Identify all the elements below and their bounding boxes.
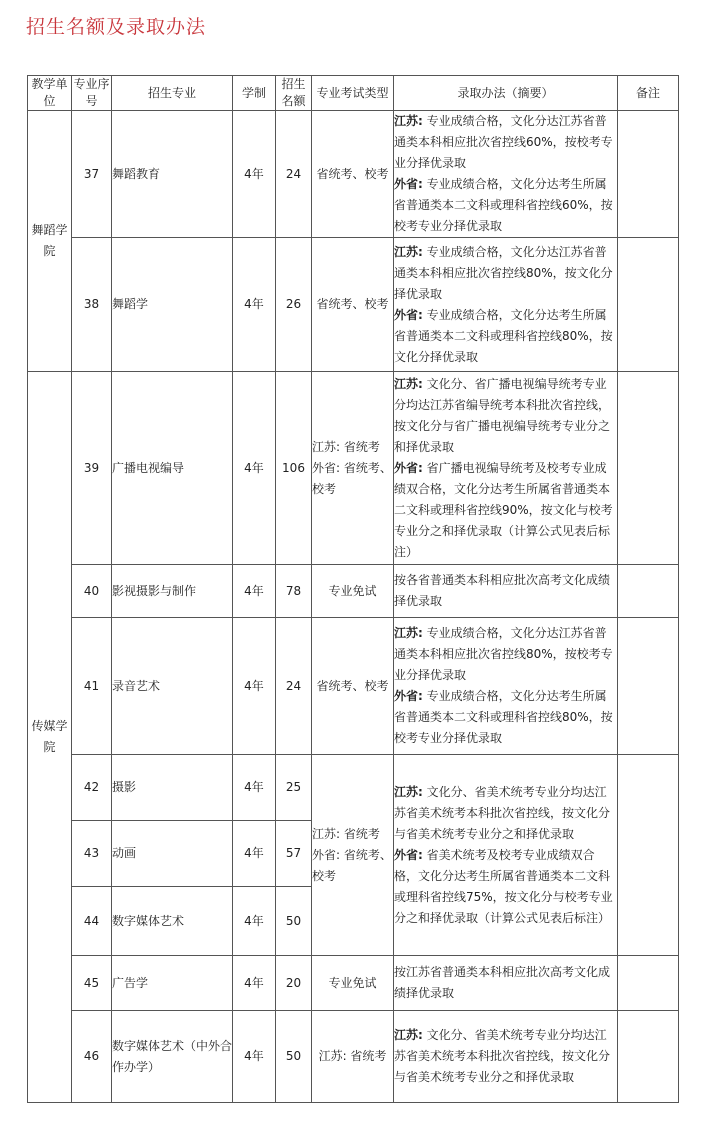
row-no: 39 [72,372,112,565]
header-exam-type: 专业考试类型 [312,76,394,111]
row-method [394,618,618,755]
row-major: 摄影 [112,755,233,821]
row-exam [312,372,394,565]
row-notes [618,238,679,372]
row-notes [618,755,679,956]
exam-line: 江苏: 省统考 [312,826,380,841]
row-no: 43 [72,821,112,887]
row-exam: 省统考、校考 [312,238,394,372]
row-no: 45 [72,956,112,1011]
row-quota: 50 [276,887,312,956]
row-years: 4年 [233,565,276,618]
exam-line: 外省: 省统考、 [312,847,392,862]
row-exam [312,755,394,956]
row-major: 录音艺术 [112,618,233,755]
table-row [28,755,679,821]
row-quota: 24 [276,111,312,238]
row-exam: 省统考、校考 [312,111,394,238]
jiangsu-label: 江苏: [394,626,423,640]
unit-dance: 舞蹈学院 [28,111,72,372]
row-notes [618,565,679,618]
header-years: 学制 [233,76,276,111]
row-years: 4年 [233,1011,276,1103]
row-exam: 省统考、校考 [312,618,394,755]
row-method [394,372,618,565]
outprov-label: 外省: [394,177,423,191]
outprov-label: 外省: [394,847,423,862]
outprov-text: 专业成绩合格，文化分达考生所属省普通类本二文科或理科省控线60%，按校考专业分择优录取 [394,177,613,233]
table-row [28,238,679,372]
row-notes [618,372,679,565]
row-major: 舞蹈教育 [112,111,233,238]
table-row [28,618,679,755]
row-major: 动画 [112,821,233,887]
table-row [28,111,679,238]
row-major: 影视摄影与制作 [112,565,233,618]
row-years: 4年 [233,956,276,1011]
table-row [28,956,679,1011]
row-years: 4年 [233,618,276,755]
jiangsu-label: 江苏: [394,114,423,128]
page-title: 招生名额及录取办法 [26,16,207,38]
header-major: 招生专业 [112,76,233,111]
row-years: 4年 [233,755,276,821]
outprov-text: 专业成绩合格，文化分达考生所属省普通类本二文科或理科省控线80%，按文化分择优录取 [394,307,613,364]
row-quota: 20 [276,956,312,1011]
row-notes [618,1011,679,1103]
row-no: 42 [72,755,112,821]
row-notes [618,111,679,238]
row-no: 44 [72,887,112,956]
row-major: 广播电视编导 [112,372,233,565]
exam-line: 外省: 省统考、 [312,460,392,475]
jiangsu-text: 文化分、省美术统考专业分均达江苏省美术统考本科批次省控线，按文化分与省美术统考专业分之和择优录取 [394,784,611,841]
row-years: 4年 [233,372,276,565]
row-method: 按各省普通类本科相应批次高考文化成绩择优录取 [394,565,618,618]
row-exam: 专业免试 [312,565,394,618]
header-notes: 备注 [618,76,679,111]
row-method [394,238,618,372]
row-quota: 106 [276,372,312,565]
table-row [28,1011,679,1103]
row-method [394,755,618,956]
row-no: 37 [72,111,112,238]
header-no: 专业序号 [72,76,112,111]
header-method: 录取办法（摘要） [394,76,618,111]
row-quota: 57 [276,821,312,887]
outprov-label: 外省: [394,689,423,703]
unit-media: 传媒学院 [28,372,72,1103]
row-no: 40 [72,565,112,618]
outprov-label: 外省: [394,307,423,322]
jiangsu-label: 江苏: [394,1028,423,1042]
row-no: 38 [72,238,112,372]
table-row [28,565,679,618]
exam-line: 江苏: 省统考 [312,439,380,454]
row-years: 4年 [233,821,276,887]
row-exam: 专业免试 [312,956,394,1011]
exam-line: 校考 [312,868,337,883]
row-major: 舞蹈学 [112,238,233,372]
row-notes [618,956,679,1011]
jiangsu-text: 文化分、省美术统考专业分均达江苏省美术统考本科批次省控线，按文化分与省美术统考专业分之和择优录取 [394,1028,611,1084]
row-method [394,111,618,238]
exam-line: 校考 [312,481,337,496]
jiangsu-label: 江苏: [394,244,423,259]
row-quota: 26 [276,238,312,372]
row-major: 数字媒体艺术 [112,887,233,956]
table-row [28,372,679,565]
jiangsu-text: 专业成绩合格，文化分达江苏省普通类本科相应批次省控线60%，按校考专业分择优录取 [394,114,613,170]
jiangsu-label: 江苏: [394,784,423,799]
jiangsu-text: 专业成绩合格，文化分达江苏省普通类本科相应批次省控线80%，按校考专业分择优录取 [394,626,613,682]
row-major: 广告学 [112,956,233,1011]
row-quota: 25 [276,755,312,821]
row-years: 4年 [233,111,276,238]
row-no: 41 [72,618,112,755]
outprov-text: 省美术统考及校考专业成绩双合格，文化分达考生所属省普通类本二文科或理科省控线75%，按文化分与校考专业分之和择优录取（计算公式见表后标注） [394,847,613,925]
row-major: 数字媒体艺术（中外合作办学） [112,1011,233,1103]
row-years: 4年 [233,887,276,956]
row-exam: 江苏: 省统考 [312,1011,394,1103]
outprov-text: 省广播电视编导统考及校考专业成绩双合格，文化分达考生所属省普通类本二文科或理科省控线90%，按文化与校考专业分之和择优录取（计算公式见表后标注） [394,460,613,559]
jiangsu-text: 专业成绩合格，文化分达江苏省普通类本科相应批次省控线80%，按文化分择优录取 [394,244,613,301]
table-header-row [28,76,679,111]
jiangsu-text: 文化分、省广播电视编导统考专业分均达江苏省编导统考本科批次省控线，按文化分与省广播电视编导统考专业分之和择优录取 [394,376,611,454]
outprov-text: 专业成绩合格，文化分达考生所属省普通类本二文科或理科省控线80%，按校考专业分择优录取 [394,689,613,745]
row-method: 按江苏省普通类本科相应批次高考文化成绩择优录取 [394,956,618,1011]
row-notes [618,618,679,755]
header-quota: 招生名额 [276,76,312,111]
row-quota: 24 [276,618,312,755]
row-quota: 78 [276,565,312,618]
row-method [394,1011,618,1103]
row-quota: 50 [276,1011,312,1103]
outprov-label: 外省: [394,460,423,475]
jiangsu-label: 江苏: [394,376,423,391]
header-unit: 教学单位 [28,76,72,111]
row-no: 46 [72,1011,112,1103]
row-years: 4年 [233,238,276,372]
admission-table [27,75,679,1103]
